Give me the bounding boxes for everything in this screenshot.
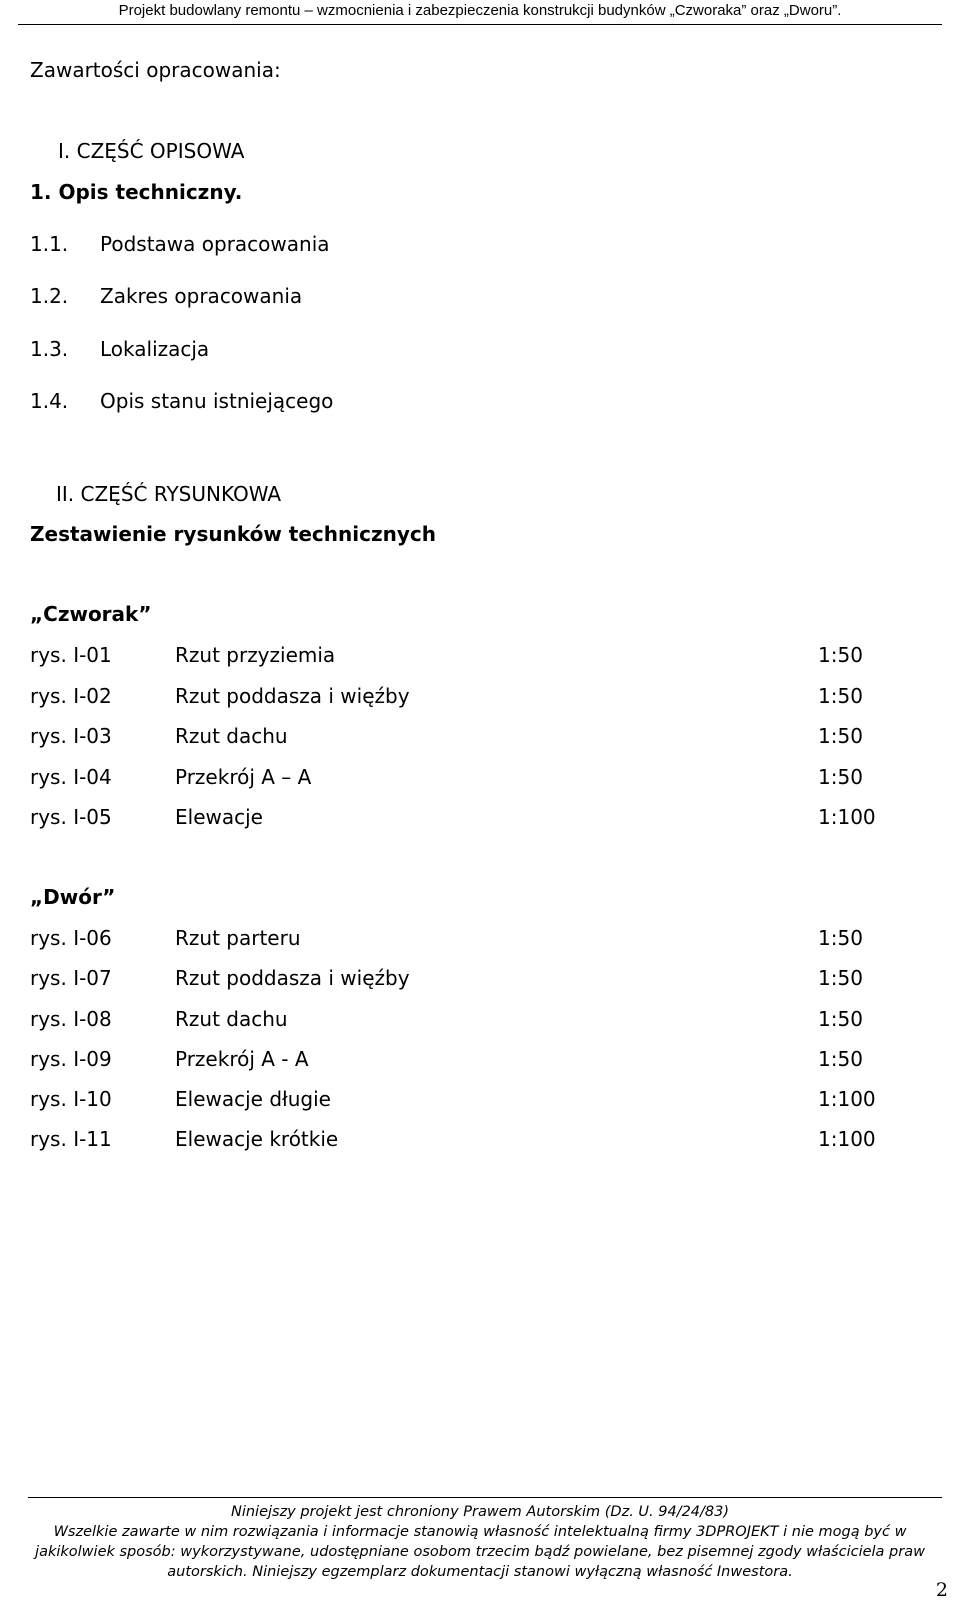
drawing-row (30, 926, 930, 950)
drawing-row (30, 1047, 930, 1071)
drawing-title: Rzut przyziemia (175, 643, 336, 667)
drawing-row (30, 1007, 930, 1031)
group-title-czworak: „Czworak” (30, 602, 152, 626)
header-divider (18, 24, 942, 25)
toc-item-number: 1.4. (30, 389, 69, 413)
toc-item-label: Opis stanu istniejącego (100, 389, 334, 413)
toc-item-number: 1.3. (30, 337, 69, 361)
footer-divider (28, 1497, 942, 1498)
drawing-title: Elewacje długie (175, 1087, 331, 1111)
toc-item-number: 1.2. (30, 284, 69, 308)
footer-line: jakikolwiek sposób: wykorzystywane, udostępniane osobom trzecim bądź powielane, bez pisemnej zgody właściciela praw (35, 1544, 925, 1560)
footer-line: Niniejszy projekt jest chroniony Prawem Autorskim (Dz. U. 94/24/83) (230, 1504, 730, 1520)
drawings-heading: Zestawienie rysunków technicznych (30, 522, 436, 546)
drawing-title: Rzut poddasza i więźby (175, 966, 410, 990)
drawing-scale: 1:100 (818, 1087, 876, 1111)
drawing-title: Rzut poddasza i więźby (175, 684, 410, 708)
drawing-code: rys. I-07 (30, 966, 112, 990)
drawing-code: rys. I-04 (30, 765, 112, 789)
part-2-heading: II. CZĘŚĆ RYSUNKOWA (56, 482, 282, 506)
drawing-scale: 1:50 (818, 966, 863, 990)
toc-item-label: Podstawa opracowania (100, 232, 330, 256)
drawing-code: rys. I-10 (30, 1087, 112, 1111)
drawing-code: rys. I-11 (30, 1127, 112, 1151)
drawing-title: Przekrój A - A (175, 1047, 309, 1071)
contents-heading: Zawartości opracowania: (30, 58, 281, 82)
drawing-row (30, 684, 930, 708)
drawing-scale: 1:50 (818, 926, 863, 950)
drawing-scale: 1:50 (818, 643, 863, 667)
drawing-row (30, 966, 930, 990)
copyright-footer (18, 1502, 942, 1582)
drawing-title: Rzut dachu (175, 724, 288, 748)
drawing-code: rys. I-08 (30, 1007, 112, 1031)
toc-item-label: Zakres opracowania (100, 284, 303, 308)
drawing-row (30, 643, 930, 667)
drawing-row (30, 1087, 930, 1111)
page-header (0, 0, 960, 22)
footer-line: autorskich. Niniejszy egzemplarz dokumentacji stanowi wyłączną własność Inwestora. (167, 1564, 793, 1580)
toc-item-number: 1.1. (30, 232, 69, 256)
group-title-dwor: „Dwór” (30, 885, 116, 909)
drawing-scale: 1:50 (818, 1007, 863, 1031)
part-1-heading: I. CZĘŚĆ OPISOWA (58, 139, 245, 163)
page-number: 2 (935, 1579, 948, 1601)
drawing-row (30, 805, 930, 829)
drawing-code: rys. I-06 (30, 926, 112, 950)
toc-item-label: Lokalizacja (100, 337, 210, 361)
drawing-scale: 1:50 (818, 724, 863, 748)
drawing-scale: 1:50 (818, 684, 863, 708)
drawing-row (30, 765, 930, 789)
drawing-scale: 1:100 (818, 805, 876, 829)
drawing-title: Przekrój A – A (175, 765, 312, 789)
drawing-title: Elewacje (175, 805, 263, 829)
drawing-scale: 1:50 (818, 765, 863, 789)
drawing-row (30, 724, 930, 748)
footer-line: Wszelkie zawarte w nim rozwiązania i informacje stanowią własność intelektualną firmy 3DPROJEKT i nie mogą być w (53, 1524, 907, 1540)
drawing-title: Rzut dachu (175, 1007, 288, 1031)
section-1-heading: 1. Opis techniczny. (30, 180, 243, 204)
drawing-code: rys. I-03 (30, 724, 112, 748)
drawing-code: rys. I-02 (30, 684, 112, 708)
drawing-code: rys. I-01 (30, 643, 112, 667)
drawing-title: Elewacje krótkie (175, 1127, 339, 1151)
drawing-code: rys. I-09 (30, 1047, 112, 1071)
drawing-title: Rzut parteru (175, 926, 301, 950)
drawing-scale: 1:100 (818, 1127, 876, 1151)
header-title: Projekt budowlany remontu – wzmocnienia i zabezpieczenia konstrukcji budynków „Czworaka” oraz „Dworu”. (118, 2, 842, 19)
drawing-row (30, 1127, 930, 1151)
drawing-code: rys. I-05 (30, 805, 112, 829)
drawing-scale: 1:50 (818, 1047, 863, 1071)
